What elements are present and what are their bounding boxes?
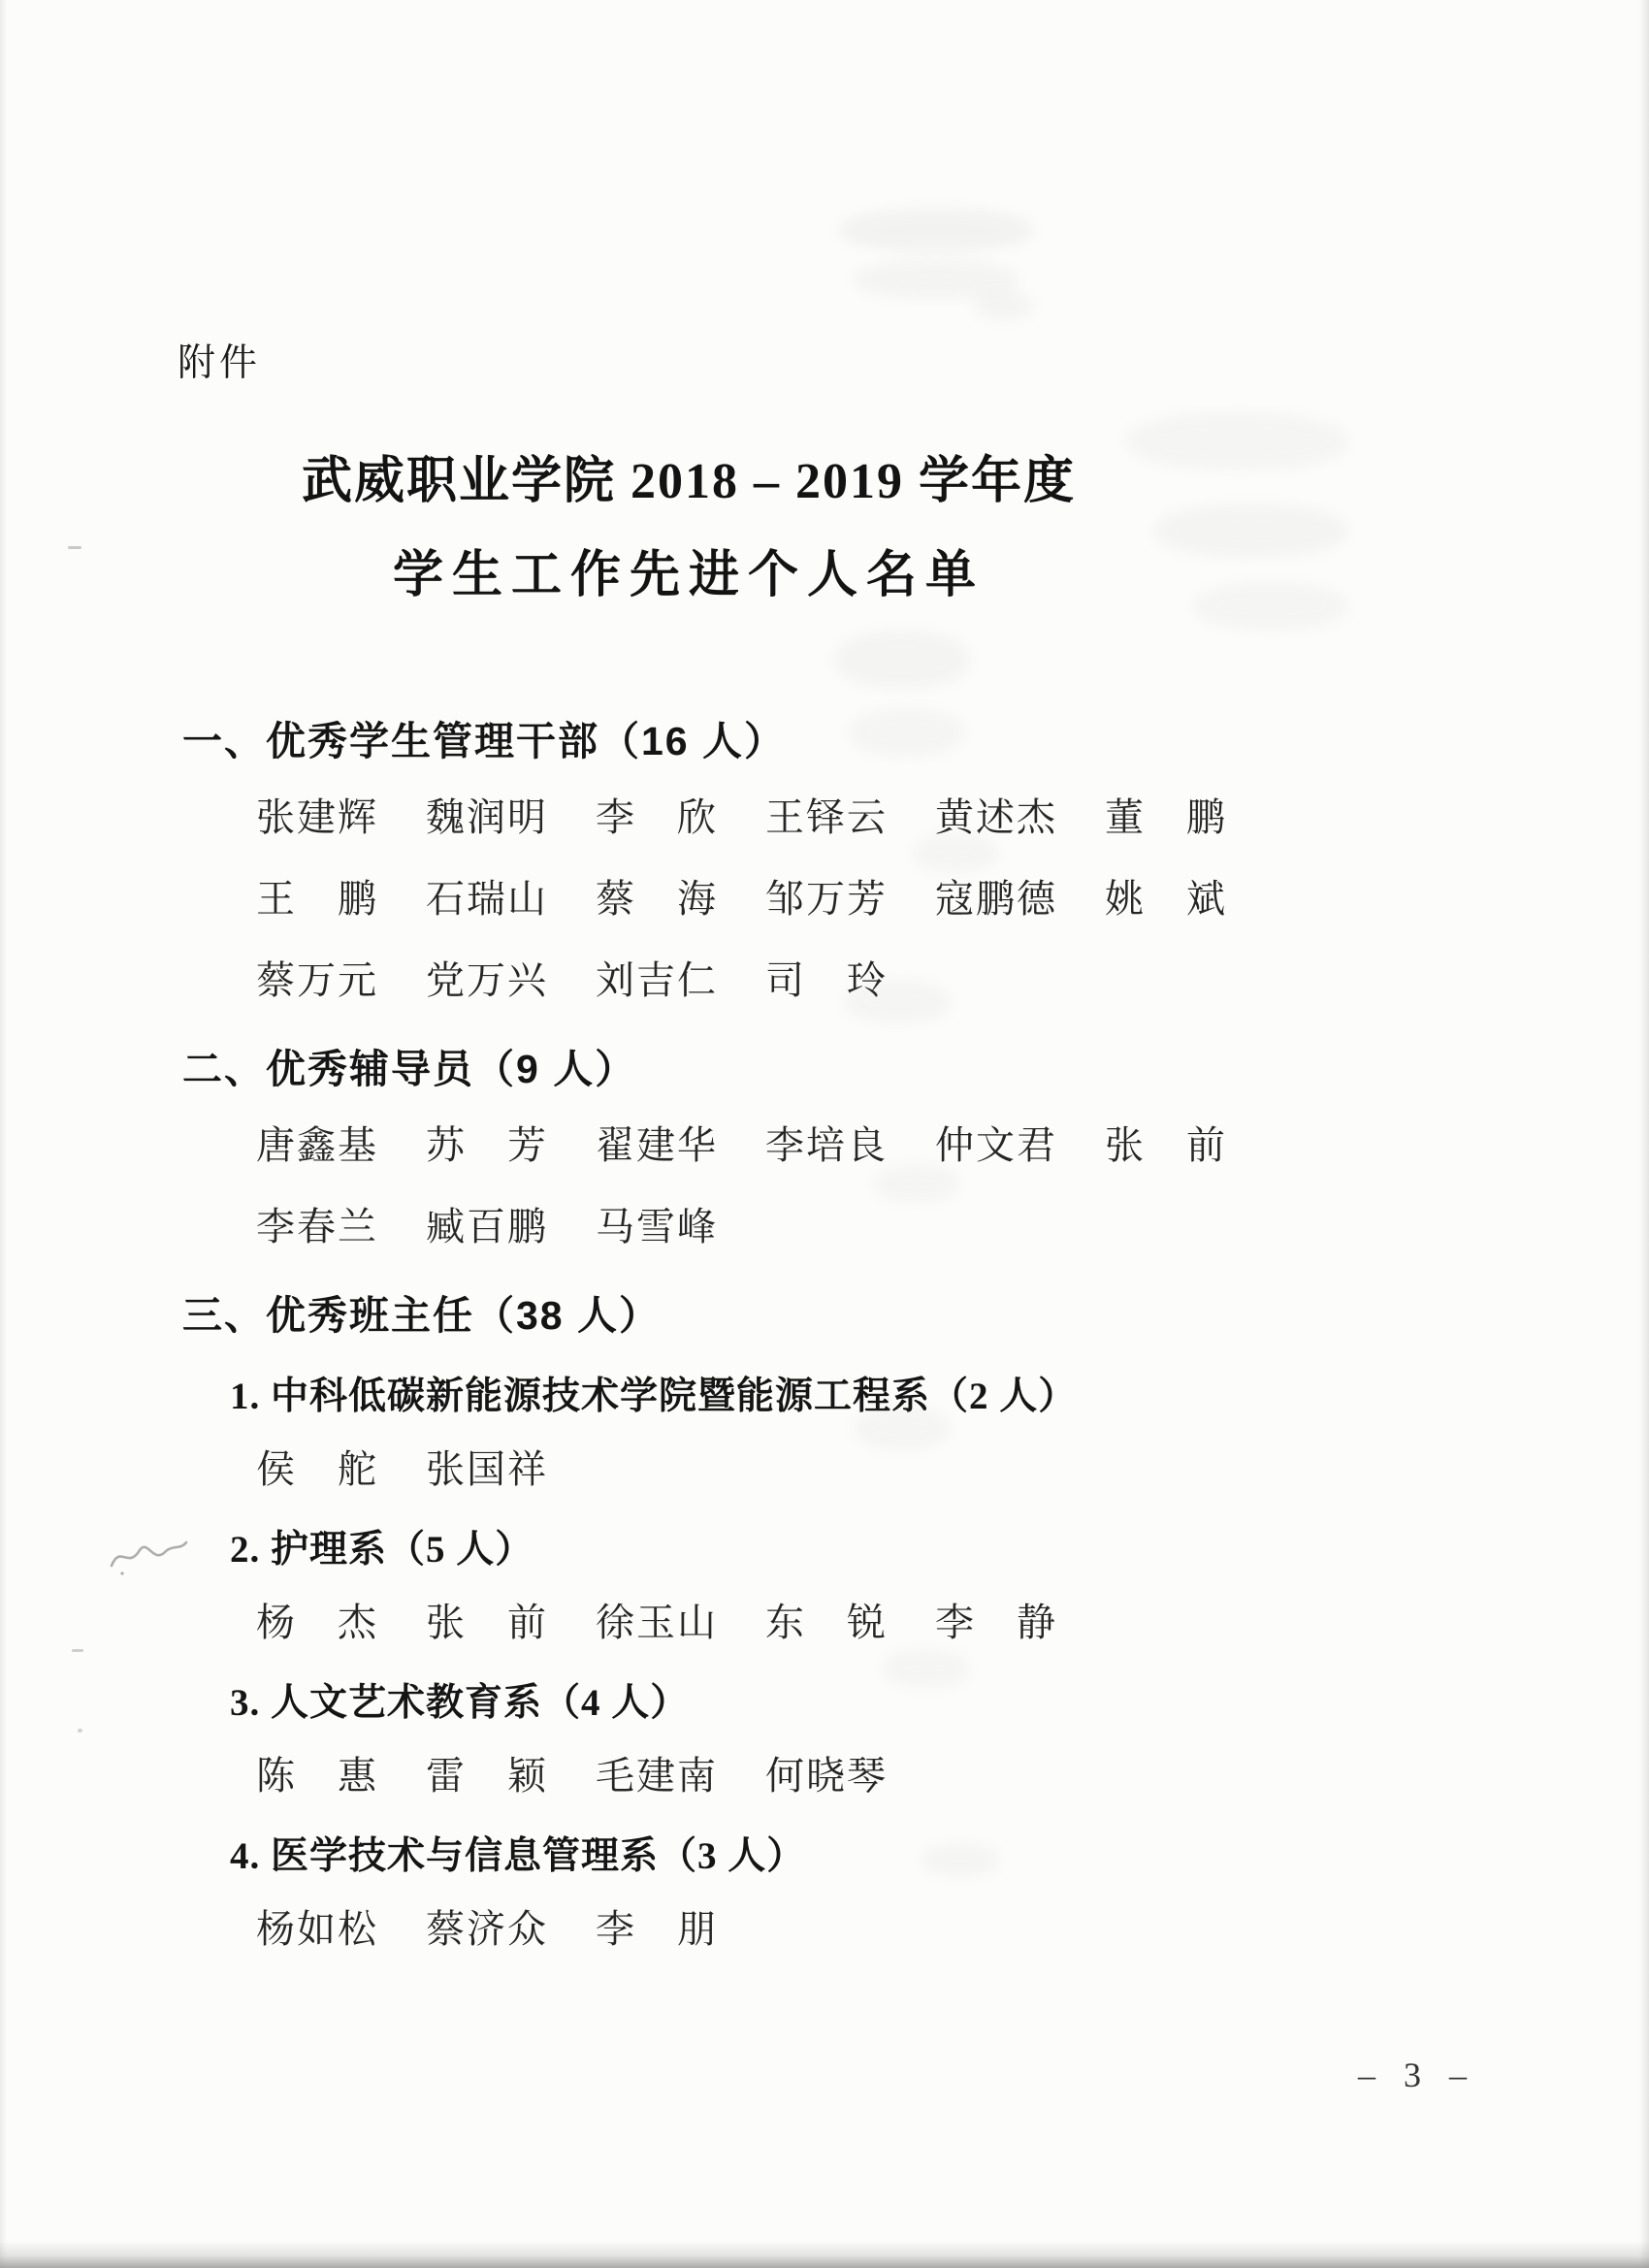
person-name: 唐鑫基 <box>256 1123 378 1167</box>
names-row <box>256 1599 1397 1647</box>
smudge <box>873 1164 960 1203</box>
subsection-1 <box>175 1374 1397 1494</box>
smudge <box>922 1843 999 1877</box>
section-heading: 一、优秀学生管理干部（16 人） <box>182 719 786 763</box>
person-name: 徐玉山 <box>596 1601 718 1644</box>
names-row <box>256 1905 1397 1954</box>
person-name: 翟建华 <box>596 1123 718 1167</box>
person-name: 姚 斌 <box>1105 877 1227 921</box>
subsection-2 <box>175 1527 1397 1647</box>
smudge <box>1125 412 1348 470</box>
person-name: 王 鹏 <box>256 877 378 921</box>
scan-edge-right <box>1639 0 1649 2268</box>
subsection-4 <box>175 1833 1397 1954</box>
smudge <box>883 1649 970 1688</box>
scan-edge-bottom <box>0 2241 1649 2268</box>
subsection-3 <box>175 1680 1397 1800</box>
smudge <box>849 708 965 757</box>
subsection-heading: 2. 护理系（5 人） <box>230 1529 534 1571</box>
names-row <box>256 956 1397 1005</box>
person-name: 杨如松 <box>256 1907 378 1951</box>
person-name: 臧百鹏 <box>426 1205 548 1248</box>
title-line-1: 武威职业学院 2018 – 2019 学年度 <box>301 454 1076 509</box>
person-name: 李春兰 <box>256 1205 378 1248</box>
person-name: 蔡 海 <box>596 877 718 921</box>
section-3 <box>175 1290 1397 1954</box>
person-name: 毛建南 <box>596 1754 718 1798</box>
sections <box>175 623 1397 1954</box>
person-name: 寇鹏德 <box>935 877 1057 921</box>
names-row <box>256 1752 1397 1800</box>
person-name: 司 玲 <box>765 958 888 1002</box>
names-row <box>256 794 1397 842</box>
document-title <box>175 435 1203 623</box>
names-row <box>256 875 1397 923</box>
person-name: 雷 颖 <box>426 1754 548 1798</box>
person-name: 李 朋 <box>596 1907 718 1951</box>
title-line-2: 学生工作先进个人名单 <box>392 548 985 603</box>
person-name: 陈 惠 <box>256 1754 378 1798</box>
smudge <box>854 1407 951 1450</box>
names-row <box>256 1121 1397 1170</box>
margin-mark <box>78 1729 82 1733</box>
person-name: 李 欣 <box>596 795 718 839</box>
person-name: 李培良 <box>765 1123 888 1167</box>
section-heading: 三、优秀班主任（38 人） <box>182 1293 661 1338</box>
smudge <box>975 291 1033 320</box>
smudge <box>912 834 999 873</box>
person-name: 马雪峰 <box>596 1205 718 1248</box>
person-name: 侯 舵 <box>256 1447 378 1491</box>
person-name: 刘吉仁 <box>596 958 718 1002</box>
subsection-heading: 1. 中科低碳新能源技术学院暨能源工程系（2 人） <box>230 1376 1078 1417</box>
smudge <box>1193 582 1348 631</box>
person-name: 何晓琴 <box>765 1754 888 1798</box>
smudge <box>839 209 1033 252</box>
person-name: 杨 杰 <box>256 1601 378 1644</box>
person-name: 张 前 <box>426 1601 548 1644</box>
person-name: 石瑞山 <box>426 877 548 921</box>
section-heading: 二、优秀辅导员（9 人） <box>182 1047 637 1091</box>
page-number: – 3 – <box>1358 2056 1476 2094</box>
margin-mark <box>68 546 81 549</box>
person-name: 李 静 <box>935 1601 1057 1644</box>
person-name: 张建辉 <box>256 795 378 839</box>
subsection-heading: 4. 医学技术与信息管理系（3 人） <box>230 1835 806 1877</box>
person-name: 董 鹏 <box>1105 795 1227 839</box>
person-name: 王铎云 <box>765 795 888 839</box>
scan-edge-left <box>0 0 7 2268</box>
subsection-heading: 3. 人文艺术教育系（4 人） <box>230 1682 690 1724</box>
person-name: 张国祥 <box>426 1447 548 1491</box>
section-1 <box>175 716 1397 1005</box>
person-name: 蔡济众 <box>426 1907 548 1951</box>
person-name: 仲文君 <box>935 1123 1057 1167</box>
smudge <box>1154 504 1348 558</box>
margin-mark <box>72 1649 83 1652</box>
person-name: 苏 芳 <box>426 1123 548 1167</box>
attachment-label: 附件 <box>178 342 262 384</box>
person-name: 邹万芳 <box>765 877 888 921</box>
person-name: 黄述杰 <box>935 795 1057 839</box>
pencil-mark <box>109 1535 190 1581</box>
names-row <box>256 1203 1397 1251</box>
person-name: 东 锐 <box>765 1601 888 1644</box>
person-name: 魏润明 <box>426 795 548 839</box>
person-name: 张 前 <box>1105 1123 1227 1167</box>
smudge <box>834 631 970 689</box>
names-row <box>256 1445 1397 1494</box>
smudge <box>844 980 951 1023</box>
person-name: 蔡万元 <box>256 958 378 1002</box>
section-2 <box>175 1044 1397 1251</box>
person-name: 党万兴 <box>426 958 548 1002</box>
